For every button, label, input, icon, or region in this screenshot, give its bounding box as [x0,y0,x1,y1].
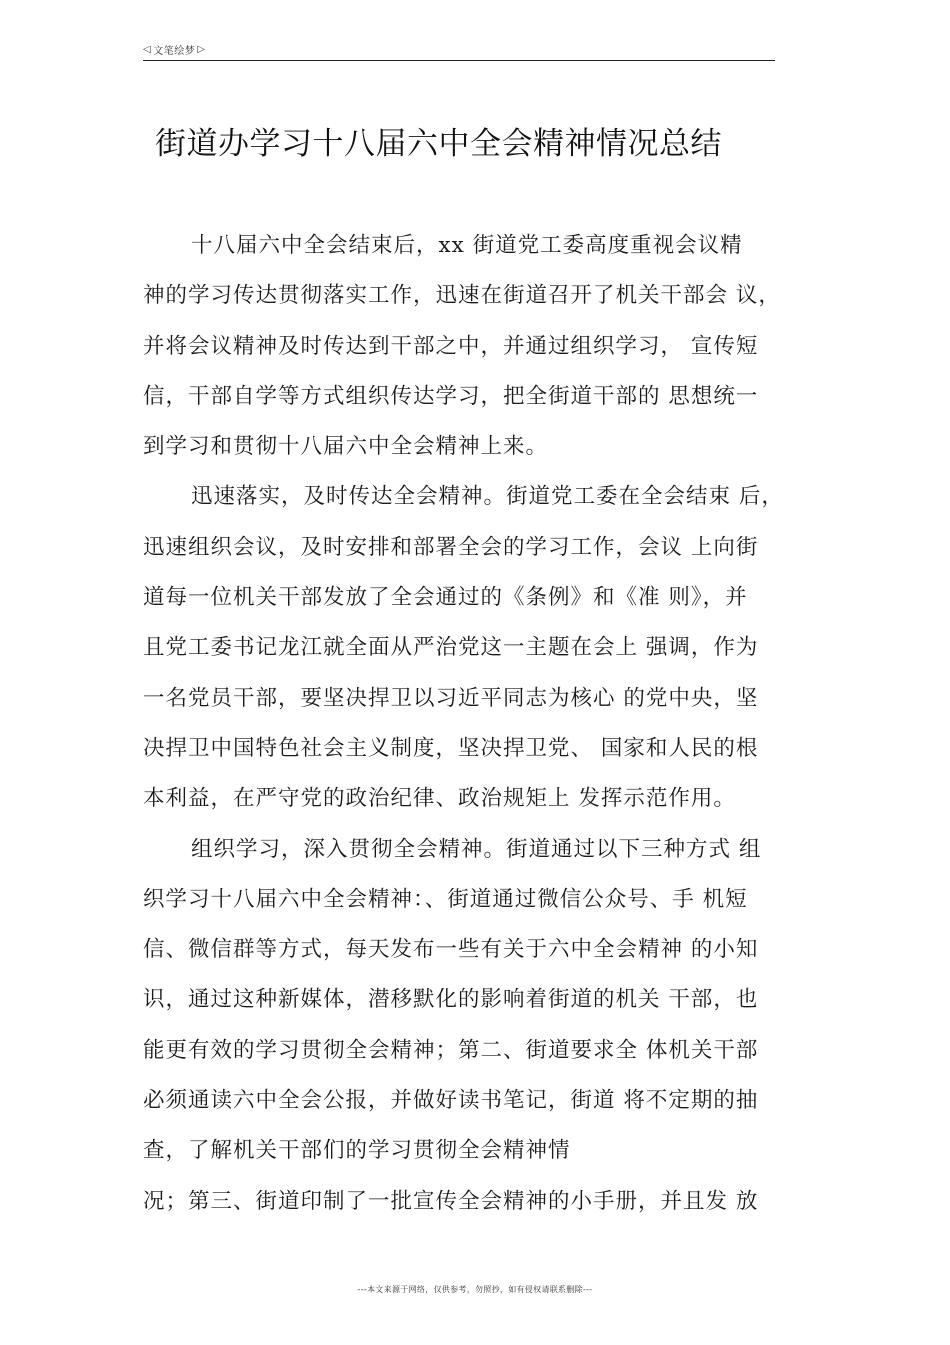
text-line: 信、微信群等方式，每天发布一些有关于六中全会精神 的小知 [143,937,759,963]
left-triangle-icon: ◁ [143,44,152,55]
text-line: 十八届六中全会结束后，xx 街道党工委高度重视会议精 [191,233,743,258]
page-footer: ---本文来源于网络，仅供参考，勿照抄，如有侵权请联系删除--- [357,1285,593,1294]
text-line: 神的学习传达贯彻落实工作，迅速在街道召开了机关干部会 议， [143,283,781,309]
page-header [143,42,205,57]
text-line: 组织学习，深入贯彻全会精神。街道通过以下三种方式 组 [191,836,762,862]
right-triangle-icon: ▷ [197,44,206,55]
text-line: 查，了解机关干部们的学习贯彻全会精神情 [143,1138,571,1164]
text-line: 必须通读六中全会公报，并做好读书笔记，街道 将不定期的抽 [143,1088,759,1114]
text-line: 迅速落实，及时传达全会精神。街道党工委在全会结束 后， [191,484,784,510]
text-line: 识，通过这种新媒体，潜移默化的影响着街道的机关 干部，也 [143,987,759,1013]
text-line: 决捍卫中国特色社会主义制度，坚决捍卫党、 国家和人民的根 [143,735,759,761]
document-title: 街道办学习十八届六中全会精神情况总结 [155,126,722,162]
text-line: 并将会议精神及时传达到干部之中，并通过组织学习， 宣传短 [143,333,759,359]
text-line: 到学习和贯彻十八届六中全会精神上来。 [143,434,549,460]
header-divider [143,60,775,61]
text-line: 能更有效的学习贯彻全会精神；第二、街道要求全 体机关干部 [143,1037,759,1063]
text-line: 一名党员干部，要坚决捍卫以习近平同志为核心 的党中央，坚 [143,685,759,711]
text-line: 道每一位机关干部发放了全会通过的《条例》和《准 则》，并 [143,585,748,611]
text-line: 信，干部自学等方式组织传达学习，把全街道干部的 思想统一 [143,383,759,409]
header-text: 文笔绘梦 [153,46,196,57]
text-line: 本利益，在严守党的政治纪律、政治规矩上 发挥示范作用。 [143,786,736,812]
text-line: 织学习十八届六中全会精神：、街道通过微信公众号、手 机短 [143,886,748,912]
text-line: 况；第三、街道印制了一批宣传全会精神的小手册，并且发 放 [143,1188,759,1214]
text-line: 迅速组织会议，及时安排和部署全会的学习工作，会议 上向街 [143,534,759,560]
text-line: 且党工委书记龙江就全面从严治党这一主题在会上 强调，作为 [143,635,759,661]
document-body [143,226,784,1232]
